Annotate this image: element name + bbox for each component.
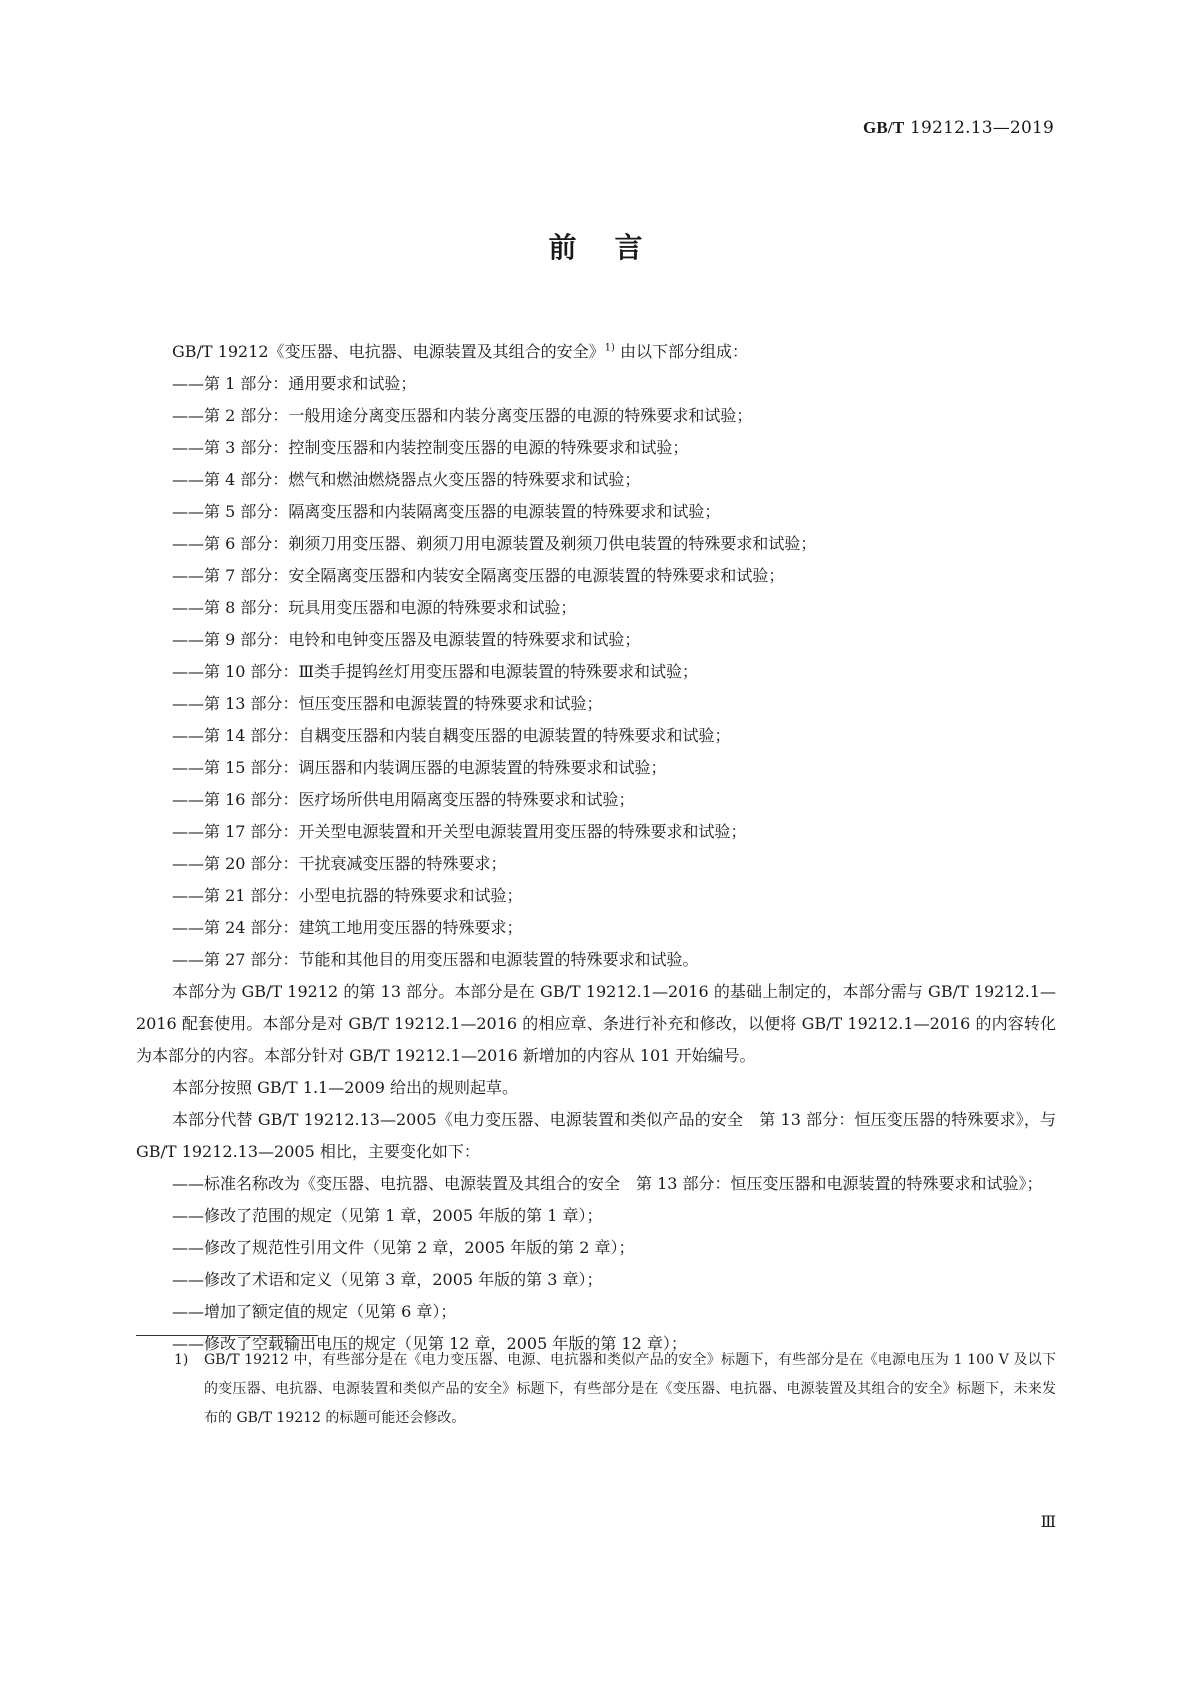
standard-code-number: 19212.13—2019 — [910, 118, 1054, 138]
standard-code-prefix: GB/T — [862, 118, 905, 137]
list-item: ——第 16 部分：医疗场所供电用隔离变压器的特殊要求和试验； — [172, 790, 635, 809]
footnote-reference: 1) — [604, 342, 615, 354]
intro-text-tail: 由以下部分组成： — [619, 342, 748, 361]
intro-text: GB/T 19212《变压器、电抗器、电源装置及其组合的安全》 — [172, 342, 605, 361]
footnote-text: GB/T 19212 中，有些部分是在《电力变压器、电源、电抗器和类似产品的安全》标题下，有些部分是在《电源电压为 1 100 V 及以下的变压器、电抗器、电源装置和类似产品的安全》标题下，有些部分是在《变压器、电抗器、电源装置及其组合的安全》标题下，未来发布的 GB/T 19212 的标题可能还会修改。 — [204, 1352, 1056, 1426]
list-item: ——第 7 部分：安全隔离变压器和内装安全隔离变压器的电源装置的特殊要求和试验； — [172, 566, 785, 585]
list-item: ——第 14 部分：自耦变压器和内装自耦变压器的电源装置的特殊要求和试验； — [172, 726, 731, 745]
list-item: ——第 17 部分：开关型电源装置和开关型电源装置用变压器的特殊要求和试验； — [172, 822, 747, 841]
list-item: ——第 1 部分：通用要求和试验； — [172, 374, 417, 393]
list-item: ——第 27 部分：节能和其他目的用变压器和电源装置的特殊要求和试验。 — [172, 950, 699, 969]
list-item: ——标准名称改为《变压器、电抗器、电源装置及其组合的安全 第 13 部分：恒压变压器和电源装置的特殊要求和试验》； — [172, 1174, 1043, 1193]
list-item: ——第 10 部分：Ⅲ类手提钨丝灯用变压器和电源装置的特殊要求和试验； — [172, 662, 698, 681]
page-title: 前言 — [548, 231, 681, 264]
drafting-rules-paragraph: 本部分按照 GB/T 1.1—2009 给出的规则起草。 — [172, 1078, 519, 1097]
list-item: ——第 24 部分：建筑工地用变压器的特殊要求； — [172, 918, 523, 937]
list-item: ——修改了范围的规定（见第 1 章，2005 年版的第 1 章）； — [172, 1206, 603, 1225]
replacement-paragraph: 本部分代替 GB/T 19212.13—2005《电力变压器、电源装置和类似产品的安全 第 13 部分：恒压变压器的特殊要求》，与 GB/T 19212.13—2005 相比，主要变化如下： — [136, 1110, 1056, 1161]
scope-paragraph: 本部分为 GB/T 19212 的第 13 部分。本部分是在 GB/T 19212.1—2016 的基础上制定的，本部分需与 GB/T 19212.1—2016 配套使用。本部分是对 GB/T 19212.1—2016 的相应章、条进行补充和修改，以便将 GB/T 19212.1—2016 的内容转化为本部分的内容。本部分针对 GB/T 19212.1—2016 新增加的内容从 101 开始编号。 — [136, 982, 1056, 1065]
document-body — [136, 336, 1056, 1360]
footnote-number: 1) — [174, 1352, 189, 1368]
intro-paragraph — [136, 336, 1056, 368]
parts-list — [136, 368, 1056, 976]
changes-list — [136, 1168, 1056, 1360]
list-item: ——第 9 部分：电铃和电钟变压器及电源装置的特殊要求和试验； — [172, 630, 641, 649]
list-item: ——第 5 部分：隔离变压器和内装隔离变压器的电源装置的特殊要求和试验； — [172, 502, 721, 521]
list-item: ——第 3 部分：控制变压器和内装控制变压器的电源的特殊要求和试验； — [172, 438, 689, 457]
list-item: ——第 21 部分：小型电抗器的特殊要求和试验； — [172, 886, 523, 905]
list-item: ——第 8 部分：玩具用变压器和电源的特殊要求和试验； — [172, 598, 577, 617]
list-item: ——第 2 部分：一般用途分离变压器和内装分离变压器的电源的特殊要求和试验； — [172, 406, 753, 425]
list-item: ——第 4 部分：燃气和燃油燃烧器点火变压器的特殊要求和试验； — [172, 470, 641, 489]
page-number: Ⅲ — [1040, 1512, 1056, 1531]
list-item: ——增加了额定值的规定（见第 6 章）； — [172, 1302, 457, 1321]
list-item: ——第 13 部分：恒压变压器和电源装置的特殊要求和试验； — [172, 694, 603, 713]
list-item: ——第 15 部分：调压器和内装调压器的电源装置的特殊要求和试验； — [172, 758, 667, 777]
standard-code — [863, 118, 1054, 138]
list-item: ——第 20 部分：干扰衰减变压器的特殊要求； — [172, 854, 507, 873]
footnote-divider — [136, 1335, 318, 1336]
list-item: ——修改了术语和定义（见第 3 章，2005 年版的第 3 章）； — [172, 1270, 603, 1289]
list-item: ——修改了规范性引用文件（见第 2 章，2005 年版的第 2 章）； — [172, 1238, 635, 1257]
footnote — [136, 1346, 1056, 1433]
list-item: ——第 6 部分：剃须刀用变压器、剃须刀用电源装置及剃须刀供电装置的特殊要求和试验； — [172, 534, 817, 553]
list-item: ——修改了空载输出电压的规定（见第 12 章，2005 年版的第 12 章）； — [172, 1334, 687, 1353]
